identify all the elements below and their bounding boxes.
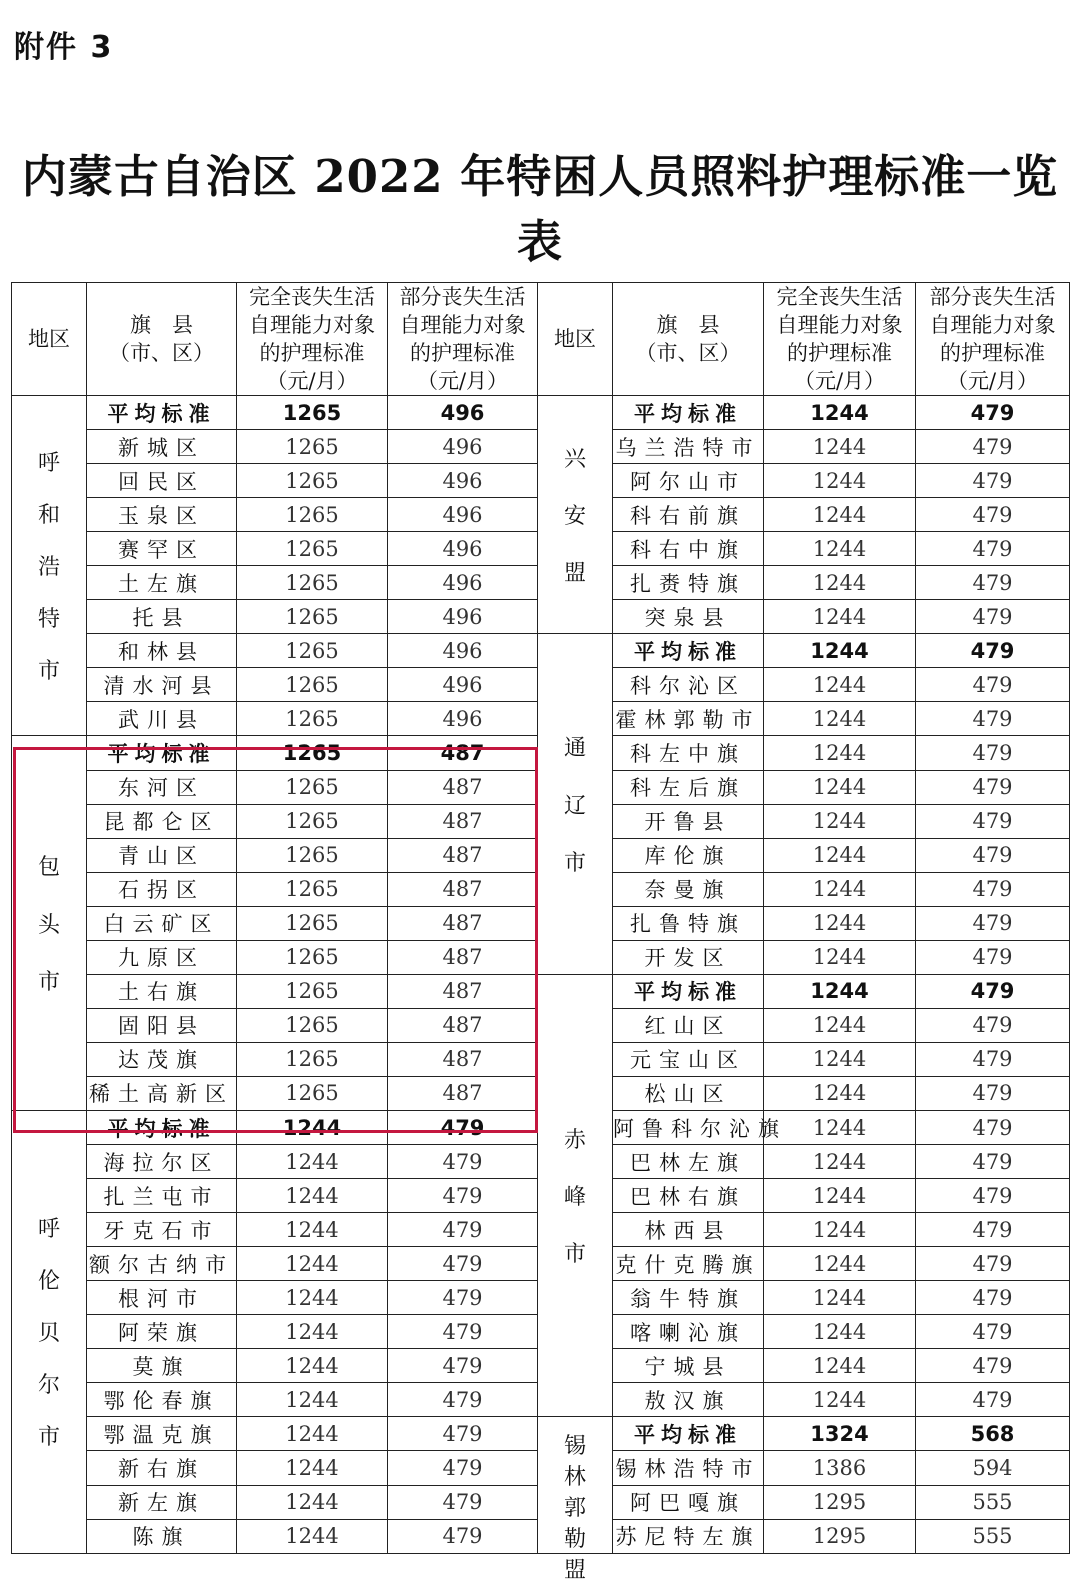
county-name: 稀土高新区 — [87, 1076, 237, 1110]
full-loss-standard: 1244 — [764, 906, 916, 940]
partial-loss-standard: 479 — [916, 974, 1070, 1008]
full-loss-standard: 1244 — [764, 1076, 916, 1110]
header-partial-line: （元/月） — [946, 369, 1039, 393]
attachment-label: 附件 3 — [14, 30, 114, 65]
partial-loss-standard: 479 — [916, 702, 1070, 736]
region-char: 特 — [37, 607, 60, 633]
region-char: 包 — [37, 855, 60, 881]
county-name: 白云矿区 — [87, 906, 237, 940]
partial-loss-standard: 479 — [916, 1145, 1070, 1179]
full-loss-standard: 1244 — [764, 464, 916, 498]
full-loss-standard: 1386 — [764, 1451, 916, 1485]
full-loss-standard: 1244 — [237, 1451, 388, 1485]
header-partial-line: 部分丧失生活 — [399, 285, 526, 309]
table-row — [12, 1417, 1070, 1451]
partial-loss-standard: 487 — [388, 1042, 538, 1076]
partial-loss-standard: 555 — [916, 1485, 1070, 1519]
partial-loss-standard: 479 — [388, 1519, 538, 1553]
average-standard-label: 平均标准 — [613, 974, 764, 1008]
header-region: 地区 — [538, 283, 613, 396]
header-full-line: 的护理标准 — [259, 341, 365, 365]
region-char: 呼 — [37, 451, 60, 477]
county-name: 扎兰屯市 — [87, 1179, 237, 1213]
county-name: 库伦旗 — [613, 838, 764, 872]
full-loss-standard: 1244 — [237, 1247, 388, 1281]
average-standard-label: 平均标准 — [613, 396, 764, 430]
full-loss-standard: 1265 — [237, 668, 388, 702]
county-name: 克什克腾旗 — [613, 1247, 764, 1281]
county-name: 科右前旗 — [613, 498, 764, 532]
average-standard-label: 平均标准 — [87, 1110, 237, 1144]
header-partial-loss — [916, 283, 1070, 396]
full-loss-standard: 1244 — [237, 1281, 388, 1315]
full-loss-standard: 1244 — [237, 1110, 388, 1144]
full-loss-standard: 1244 — [764, 396, 916, 430]
county-name: 霍林郭勒市 — [613, 702, 764, 736]
region-char: 市 — [37, 659, 60, 685]
county-name: 科左中旗 — [613, 736, 764, 770]
full-loss-standard: 1244 — [764, 838, 916, 872]
average-standard-label: 平均标准 — [87, 736, 237, 770]
full-loss-standard: 1244 — [237, 1213, 388, 1247]
county-name: 阿鲁科尔沁旗 — [613, 1110, 764, 1144]
full-loss-standard: 1265 — [237, 464, 388, 498]
full-loss-standard: 1265 — [237, 634, 388, 668]
region-char: 市 — [37, 1425, 60, 1451]
partial-loss-standard: 479 — [388, 1349, 538, 1383]
county-name: 阿尔山市 — [613, 464, 764, 498]
partial-loss-standard: 479 — [916, 804, 1070, 838]
partial-loss-standard: 479 — [916, 872, 1070, 906]
header-county-line: 旗 县 — [656, 313, 720, 337]
table-body — [12, 396, 1070, 1584]
header-county — [613, 283, 764, 396]
county-name: 回民区 — [87, 464, 237, 498]
full-loss-standard: 1265 — [237, 600, 388, 634]
region-char: 和 — [37, 503, 60, 529]
partial-loss-standard: 479 — [388, 1383, 538, 1417]
county-name: 科右中旗 — [613, 532, 764, 566]
region-char: 贝 — [37, 1321, 60, 1347]
partial-loss-standard: 479 — [916, 532, 1070, 566]
full-loss-standard: 1244 — [764, 634, 916, 668]
partial-loss-standard: 555 — [916, 1519, 1070, 1553]
partial-loss-standard: 594 — [916, 1451, 1070, 1485]
county-name: 莫旗 — [87, 1349, 237, 1383]
region-name — [12, 1202, 86, 1462]
region-name — [12, 837, 86, 1009]
partial-loss-standard: 479 — [388, 1145, 538, 1179]
region-char: 安 — [563, 504, 586, 530]
county-name: 乌兰浩特市 — [613, 430, 764, 464]
partial-loss-standard: 479 — [916, 906, 1070, 940]
partial-loss-standard: 479 — [916, 600, 1070, 634]
full-loss-standard: 1244 — [237, 1519, 388, 1553]
full-loss-standard: 1244 — [764, 736, 916, 770]
partial-loss-standard: 479 — [916, 940, 1070, 974]
partial-loss-standard: 479 — [388, 1485, 538, 1519]
partial-loss-standard: 479 — [916, 464, 1070, 498]
full-loss-standard: 1265 — [237, 498, 388, 532]
full-loss-standard: 1244 — [764, 1315, 916, 1349]
full-loss-standard: 1265 — [237, 906, 388, 940]
partial-loss-standard: 479 — [916, 1042, 1070, 1076]
page-title: 内蒙古自治区 2022 年特困人员照料护理标准一览表 — [21, 150, 1059, 268]
county-name: 新左旗 — [87, 1485, 237, 1519]
county-name: 新城区 — [87, 430, 237, 464]
region-char: 市 — [563, 850, 586, 876]
full-loss-standard: 1265 — [237, 940, 388, 974]
region-char: 头 — [37, 912, 60, 938]
partial-loss-standard: 487 — [388, 940, 538, 974]
region-char: 勒 — [563, 1527, 586, 1553]
partial-loss-standard: 487 — [388, 770, 538, 804]
county-name: 科尔沁区 — [613, 668, 764, 702]
partial-loss-standard: 568 — [916, 1417, 1070, 1451]
full-loss-standard: 1244 — [764, 1383, 916, 1417]
average-standard-label: 平均标准 — [613, 1417, 764, 1451]
table-row — [12, 396, 1070, 430]
county-name: 土右旗 — [87, 974, 237, 1008]
region-char: 锡 — [563, 1434, 586, 1460]
partial-loss-standard: 479 — [916, 1315, 1070, 1349]
full-loss-standard: 1265 — [237, 396, 388, 430]
county-name: 玉泉区 — [87, 498, 237, 532]
region-cell — [12, 396, 87, 736]
table-row — [12, 974, 1070, 1008]
county-name: 鄂伦春旗 — [87, 1383, 237, 1417]
full-loss-standard: 1244 — [764, 1213, 916, 1247]
county-name: 清水河县 — [87, 668, 237, 702]
county-name: 突泉县 — [613, 600, 764, 634]
region-name — [538, 718, 612, 890]
county-name: 阿巴嘎旗 — [613, 1485, 764, 1519]
header-partial-loss — [388, 283, 538, 396]
header-full-loss — [237, 283, 388, 396]
county-name: 根河市 — [87, 1281, 237, 1315]
full-loss-standard: 1244 — [237, 1383, 388, 1417]
full-loss-standard: 1265 — [237, 974, 388, 1008]
county-name: 额尔古纳市 — [87, 1247, 237, 1281]
county-name: 林西县 — [613, 1213, 764, 1247]
full-loss-standard: 1244 — [764, 1145, 916, 1179]
full-loss-standard: 1244 — [764, 668, 916, 702]
partial-loss-standard: 496 — [388, 566, 538, 600]
county-name: 锡林浩特市 — [613, 1451, 764, 1485]
full-loss-standard: 1265 — [237, 736, 388, 770]
partial-loss-standard: 487 — [388, 872, 538, 906]
county-name: 红山区 — [613, 1008, 764, 1042]
full-loss-standard: 1265 — [237, 532, 388, 566]
header-full-line: 完全丧失生活 — [776, 285, 903, 309]
region-cell — [538, 396, 613, 634]
full-loss-standard: 1265 — [237, 872, 388, 906]
full-loss-standard: 1244 — [764, 532, 916, 566]
partial-loss-standard: 479 — [388, 1247, 538, 1281]
partial-loss-standard: 496 — [388, 498, 538, 532]
region-char: 辽 — [563, 793, 586, 819]
region-cell — [12, 1110, 87, 1553]
average-standard-label: 平均标准 — [613, 634, 764, 668]
header-full-loss — [764, 283, 916, 396]
partial-loss-standard: 479 — [916, 770, 1070, 804]
full-loss-standard: 1295 — [764, 1485, 916, 1519]
county-name: 牙克石市 — [87, 1213, 237, 1247]
full-loss-standard: 1244 — [764, 804, 916, 838]
partial-loss-standard: 479 — [916, 498, 1070, 532]
full-loss-standard: 1244 — [764, 498, 916, 532]
partial-loss-standard: 479 — [388, 1417, 538, 1451]
partial-loss-standard: 496 — [388, 668, 538, 702]
partial-loss-standard: 479 — [916, 566, 1070, 600]
full-loss-standard: 1244 — [764, 974, 916, 1008]
county-name: 翁牛特旗 — [613, 1281, 764, 1315]
partial-loss-standard: 487 — [388, 974, 538, 1008]
full-loss-standard: 1265 — [237, 1076, 388, 1110]
full-loss-standard: 1295 — [764, 1519, 916, 1553]
region-cell — [12, 736, 87, 1111]
partial-loss-standard: 479 — [916, 736, 1070, 770]
county-name: 奈曼旗 — [613, 872, 764, 906]
full-loss-standard: 1244 — [764, 430, 916, 464]
header-county-line: （市、区） — [635, 341, 741, 365]
full-loss-standard: 1244 — [237, 1349, 388, 1383]
partial-loss-standard: 479 — [916, 838, 1070, 872]
county-name: 开鲁县 — [613, 804, 764, 838]
full-loss-standard: 1265 — [237, 702, 388, 736]
full-loss-standard: 1244 — [764, 1110, 916, 1144]
full-loss-standard: 1244 — [764, 872, 916, 906]
header-partial-line: 的护理标准 — [940, 341, 1045, 365]
full-loss-standard: 1265 — [237, 770, 388, 804]
region-name — [12, 436, 86, 696]
county-name: 巴林左旗 — [613, 1145, 764, 1179]
partial-loss-standard: 487 — [388, 1076, 538, 1110]
county-name: 新右旗 — [87, 1451, 237, 1485]
table-header-row — [12, 283, 1070, 396]
header-county-line: （市、区） — [109, 341, 214, 365]
region-char: 盟 — [563, 1558, 586, 1584]
nursing-standard-table — [11, 282, 1070, 1584]
full-loss-standard: 1265 — [237, 1008, 388, 1042]
partial-loss-standard: 496 — [388, 702, 538, 736]
partial-loss-standard: 479 — [916, 1349, 1070, 1383]
partial-loss-standard: 479 — [916, 668, 1070, 702]
county-name: 阿荣旗 — [87, 1315, 237, 1349]
county-name: 鄂温克旗 — [87, 1417, 237, 1451]
county-name: 固阳县 — [87, 1008, 237, 1042]
partial-loss-standard: 487 — [388, 736, 538, 770]
region-char: 伦 — [37, 1269, 60, 1295]
full-loss-standard: 1265 — [237, 838, 388, 872]
partial-loss-standard: 487 — [388, 1008, 538, 1042]
county-name: 宁城县 — [613, 1349, 764, 1383]
header-partial-line: 的护理标准 — [410, 341, 515, 365]
average-standard-label: 平均标准 — [87, 396, 237, 430]
full-loss-standard: 1244 — [764, 940, 916, 974]
header-partial-line: 自理能力对象 — [399, 313, 526, 337]
header-partial-line: 自理能力对象 — [929, 313, 1056, 337]
partial-loss-standard: 479 — [916, 634, 1070, 668]
partial-loss-standard: 487 — [388, 906, 538, 940]
partial-loss-standard: 496 — [388, 464, 538, 498]
full-loss-standard: 1244 — [764, 702, 916, 736]
region-char: 郭 — [563, 1496, 586, 1522]
partial-loss-standard: 479 — [388, 1110, 538, 1144]
full-loss-standard: 1265 — [237, 566, 388, 600]
county-name: 科左后旗 — [613, 770, 764, 804]
header-full-line: （元/月） — [266, 369, 358, 393]
region-char: 市 — [563, 1242, 586, 1268]
full-loss-standard: 1265 — [237, 430, 388, 464]
region-char: 市 — [37, 970, 60, 996]
full-loss-standard: 1265 — [237, 804, 388, 838]
full-loss-standard: 1244 — [764, 1349, 916, 1383]
full-loss-standard: 1244 — [764, 566, 916, 600]
county-name: 武川县 — [87, 702, 237, 736]
partial-loss-standard: 479 — [916, 1213, 1070, 1247]
region-char: 通 — [563, 736, 586, 762]
partial-loss-standard: 496 — [388, 396, 538, 430]
region-char: 赤 — [563, 1127, 586, 1153]
partial-loss-standard: 479 — [916, 1076, 1070, 1110]
partial-loss-standard: 479 — [916, 1008, 1070, 1042]
county-name: 扎鲁特旗 — [613, 906, 764, 940]
region-char: 呼 — [37, 1217, 60, 1243]
county-name: 东河区 — [87, 770, 237, 804]
header-county — [87, 283, 237, 396]
partial-loss-standard: 479 — [916, 430, 1070, 464]
full-loss-standard: 1244 — [764, 1247, 916, 1281]
county-name: 九原区 — [87, 940, 237, 974]
region-name — [538, 429, 612, 601]
region-char: 尔 — [37, 1373, 60, 1399]
full-loss-standard: 1244 — [237, 1315, 388, 1349]
county-name: 陈旗 — [87, 1519, 237, 1553]
county-name: 巴林右旗 — [613, 1179, 764, 1213]
county-name: 海拉尔区 — [87, 1145, 237, 1179]
full-loss-standard: 1244 — [764, 1008, 916, 1042]
full-loss-standard: 1244 — [764, 770, 916, 804]
table-row — [12, 634, 1070, 668]
region-name — [538, 1110, 612, 1282]
partial-loss-standard: 487 — [388, 804, 538, 838]
county-name: 土左旗 — [87, 566, 237, 600]
partial-loss-standard: 496 — [388, 634, 538, 668]
header-full-line: 的护理标准 — [787, 341, 892, 365]
full-loss-standard: 1244 — [764, 1281, 916, 1315]
full-loss-standard: 1244 — [764, 600, 916, 634]
full-loss-standard: 1244 — [764, 1179, 916, 1213]
partial-loss-standard: 479 — [388, 1213, 538, 1247]
partial-loss-standard: 496 — [388, 430, 538, 464]
region-char: 兴 — [563, 446, 586, 472]
county-name: 托县 — [87, 600, 237, 634]
region-cell — [538, 634, 613, 974]
county-name: 扎赉特旗 — [613, 566, 764, 600]
partial-loss-standard: 479 — [388, 1315, 538, 1349]
region-char: 浩 — [37, 555, 60, 581]
county-name: 和林县 — [87, 634, 237, 668]
header-full-line: 完全丧失生活 — [249, 285, 375, 309]
full-loss-standard: 1324 — [764, 1417, 916, 1451]
partial-loss-standard: 479 — [388, 1451, 538, 1485]
county-name: 敖汉旗 — [613, 1383, 764, 1417]
header-partial-line: 部分丧失生活 — [929, 285, 1056, 309]
partial-loss-standard: 479 — [916, 1281, 1070, 1315]
partial-loss-standard: 479 — [916, 1383, 1070, 1417]
full-loss-standard: 1244 — [237, 1485, 388, 1519]
partial-loss-standard: 496 — [388, 600, 538, 634]
full-loss-standard: 1244 — [237, 1417, 388, 1451]
partial-loss-standard: 479 — [916, 396, 1070, 430]
region-char: 林 — [563, 1465, 586, 1491]
county-name: 石拐区 — [87, 872, 237, 906]
county-name: 苏尼特左旗 — [613, 1519, 764, 1553]
county-name: 青山区 — [87, 838, 237, 872]
county-name: 达茂旗 — [87, 1042, 237, 1076]
header-region: 地区 — [12, 283, 87, 396]
partial-loss-standard: 479 — [916, 1179, 1070, 1213]
partial-loss-standard: 479 — [388, 1179, 538, 1213]
header-county-line: 旗 县 — [130, 313, 193, 337]
full-loss-standard: 1265 — [237, 1042, 388, 1076]
county-name: 元宝山区 — [613, 1042, 764, 1076]
header-full-line: （元/月） — [793, 369, 886, 393]
region-cell — [538, 1417, 613, 1584]
partial-loss-standard: 479 — [388, 1281, 538, 1315]
partial-loss-standard: 487 — [388, 838, 538, 872]
region-name — [538, 1429, 612, 1584]
county-name: 松山区 — [613, 1076, 764, 1110]
region-char: 盟 — [563, 561, 586, 587]
partial-loss-standard: 479 — [916, 1247, 1070, 1281]
header-full-line: 自理能力对象 — [249, 313, 375, 337]
region-char: 峰 — [563, 1185, 586, 1211]
header-full-line: 自理能力对象 — [776, 313, 903, 337]
county-name: 开发区 — [613, 940, 764, 974]
full-loss-standard: 1244 — [764, 1042, 916, 1076]
header-partial-line: （元/月） — [416, 369, 509, 393]
partial-loss-standard: 496 — [388, 532, 538, 566]
full-loss-standard: 1244 — [237, 1179, 388, 1213]
partial-loss-standard: 479 — [916, 1110, 1070, 1144]
county-name: 赛罕区 — [87, 532, 237, 566]
full-loss-standard: 1244 — [237, 1145, 388, 1179]
county-name: 昆都仑区 — [87, 804, 237, 838]
county-name: 喀喇沁旗 — [613, 1315, 764, 1349]
region-cell — [538, 974, 613, 1417]
